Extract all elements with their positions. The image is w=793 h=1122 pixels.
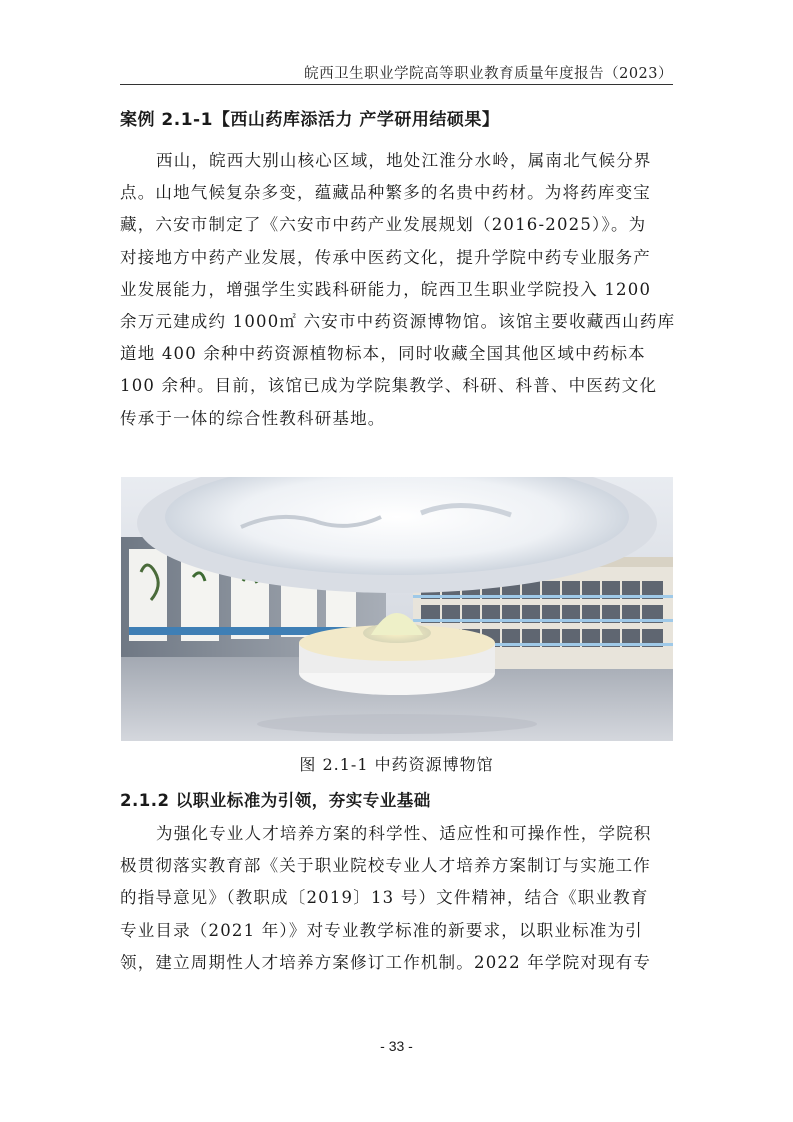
case-paragraph <box>120 145 676 435</box>
paragraph-line: 西山，皖西大别山核心区域，地处江淮分水岭，属南北气候分界 <box>156 151 652 170</box>
section-paragraph <box>120 818 673 979</box>
paragraph-line: 传承于一体的综合性教科研基地。 <box>120 408 386 428</box>
paragraph-line: 为强化专业人才培养方案的科学性、适应性和可操作性，学院积 <box>156 824 652 843</box>
paragraph-line: 业发展能力，增强学生实践科研能力，皖西卫生职业学院投入 1200 <box>120 279 652 299</box>
paragraph-line: 道地 400 余种中药资源植物标本，同时收藏全国其他区域中药标本 <box>120 344 646 364</box>
paragraph-line: 余万元建成约 1000㎡ 六安市中药资源博物馆。该馆主要收藏西山药库 <box>120 312 676 332</box>
paragraph-line: 对接地方中药产业发展，传承中医药文化，提升学院中药专业服务产 <box>120 247 651 267</box>
paragraph-line: 专业目录（2021 年）》对专业教学标准的新要求，以职业标准为引 <box>120 920 643 940</box>
paragraph-line: 点。山地气候复杂多变，蕴藏品种繁多的名贵中药材。为将药库变宝 <box>120 183 651 203</box>
figure-caption: 图 2.1-1 中药资源博物馆 <box>299 755 494 774</box>
paragraph-line: 藏，六安市制定了《六安市中药产业发展规划（2016-2025）》。为 <box>120 215 647 235</box>
paragraph-line: 100 余种。目前，该馆已成为学院集教学、科研、科普、中医药文化 <box>120 376 658 396</box>
running-header: 皖西卫生职业学院高等职业教育质量年度报告（2023） <box>304 66 673 82</box>
paragraph-line: 的指导意见》（教职成〔2019〕13 号）文件精神，结合《职业教育 <box>120 888 649 908</box>
paragraph-line: 领，建立周期性人才培养方案修订工作机制。2022 年学院对现有专 <box>120 952 652 972</box>
case-title: 案例 2.1-1【西山药库添活力 产学研用结硕果】 <box>120 110 500 130</box>
header-divider <box>120 84 673 85</box>
paragraph-line: 极贯彻落实教育部《关于职业院校专业人才培养方案制订与实施工作 <box>120 856 651 876</box>
section-heading: 2.1.2 以职业标准为引领，夯实专业基础 <box>120 791 431 810</box>
page-number: - 33 - <box>380 1038 413 1054</box>
museum-photo <box>121 477 673 741</box>
